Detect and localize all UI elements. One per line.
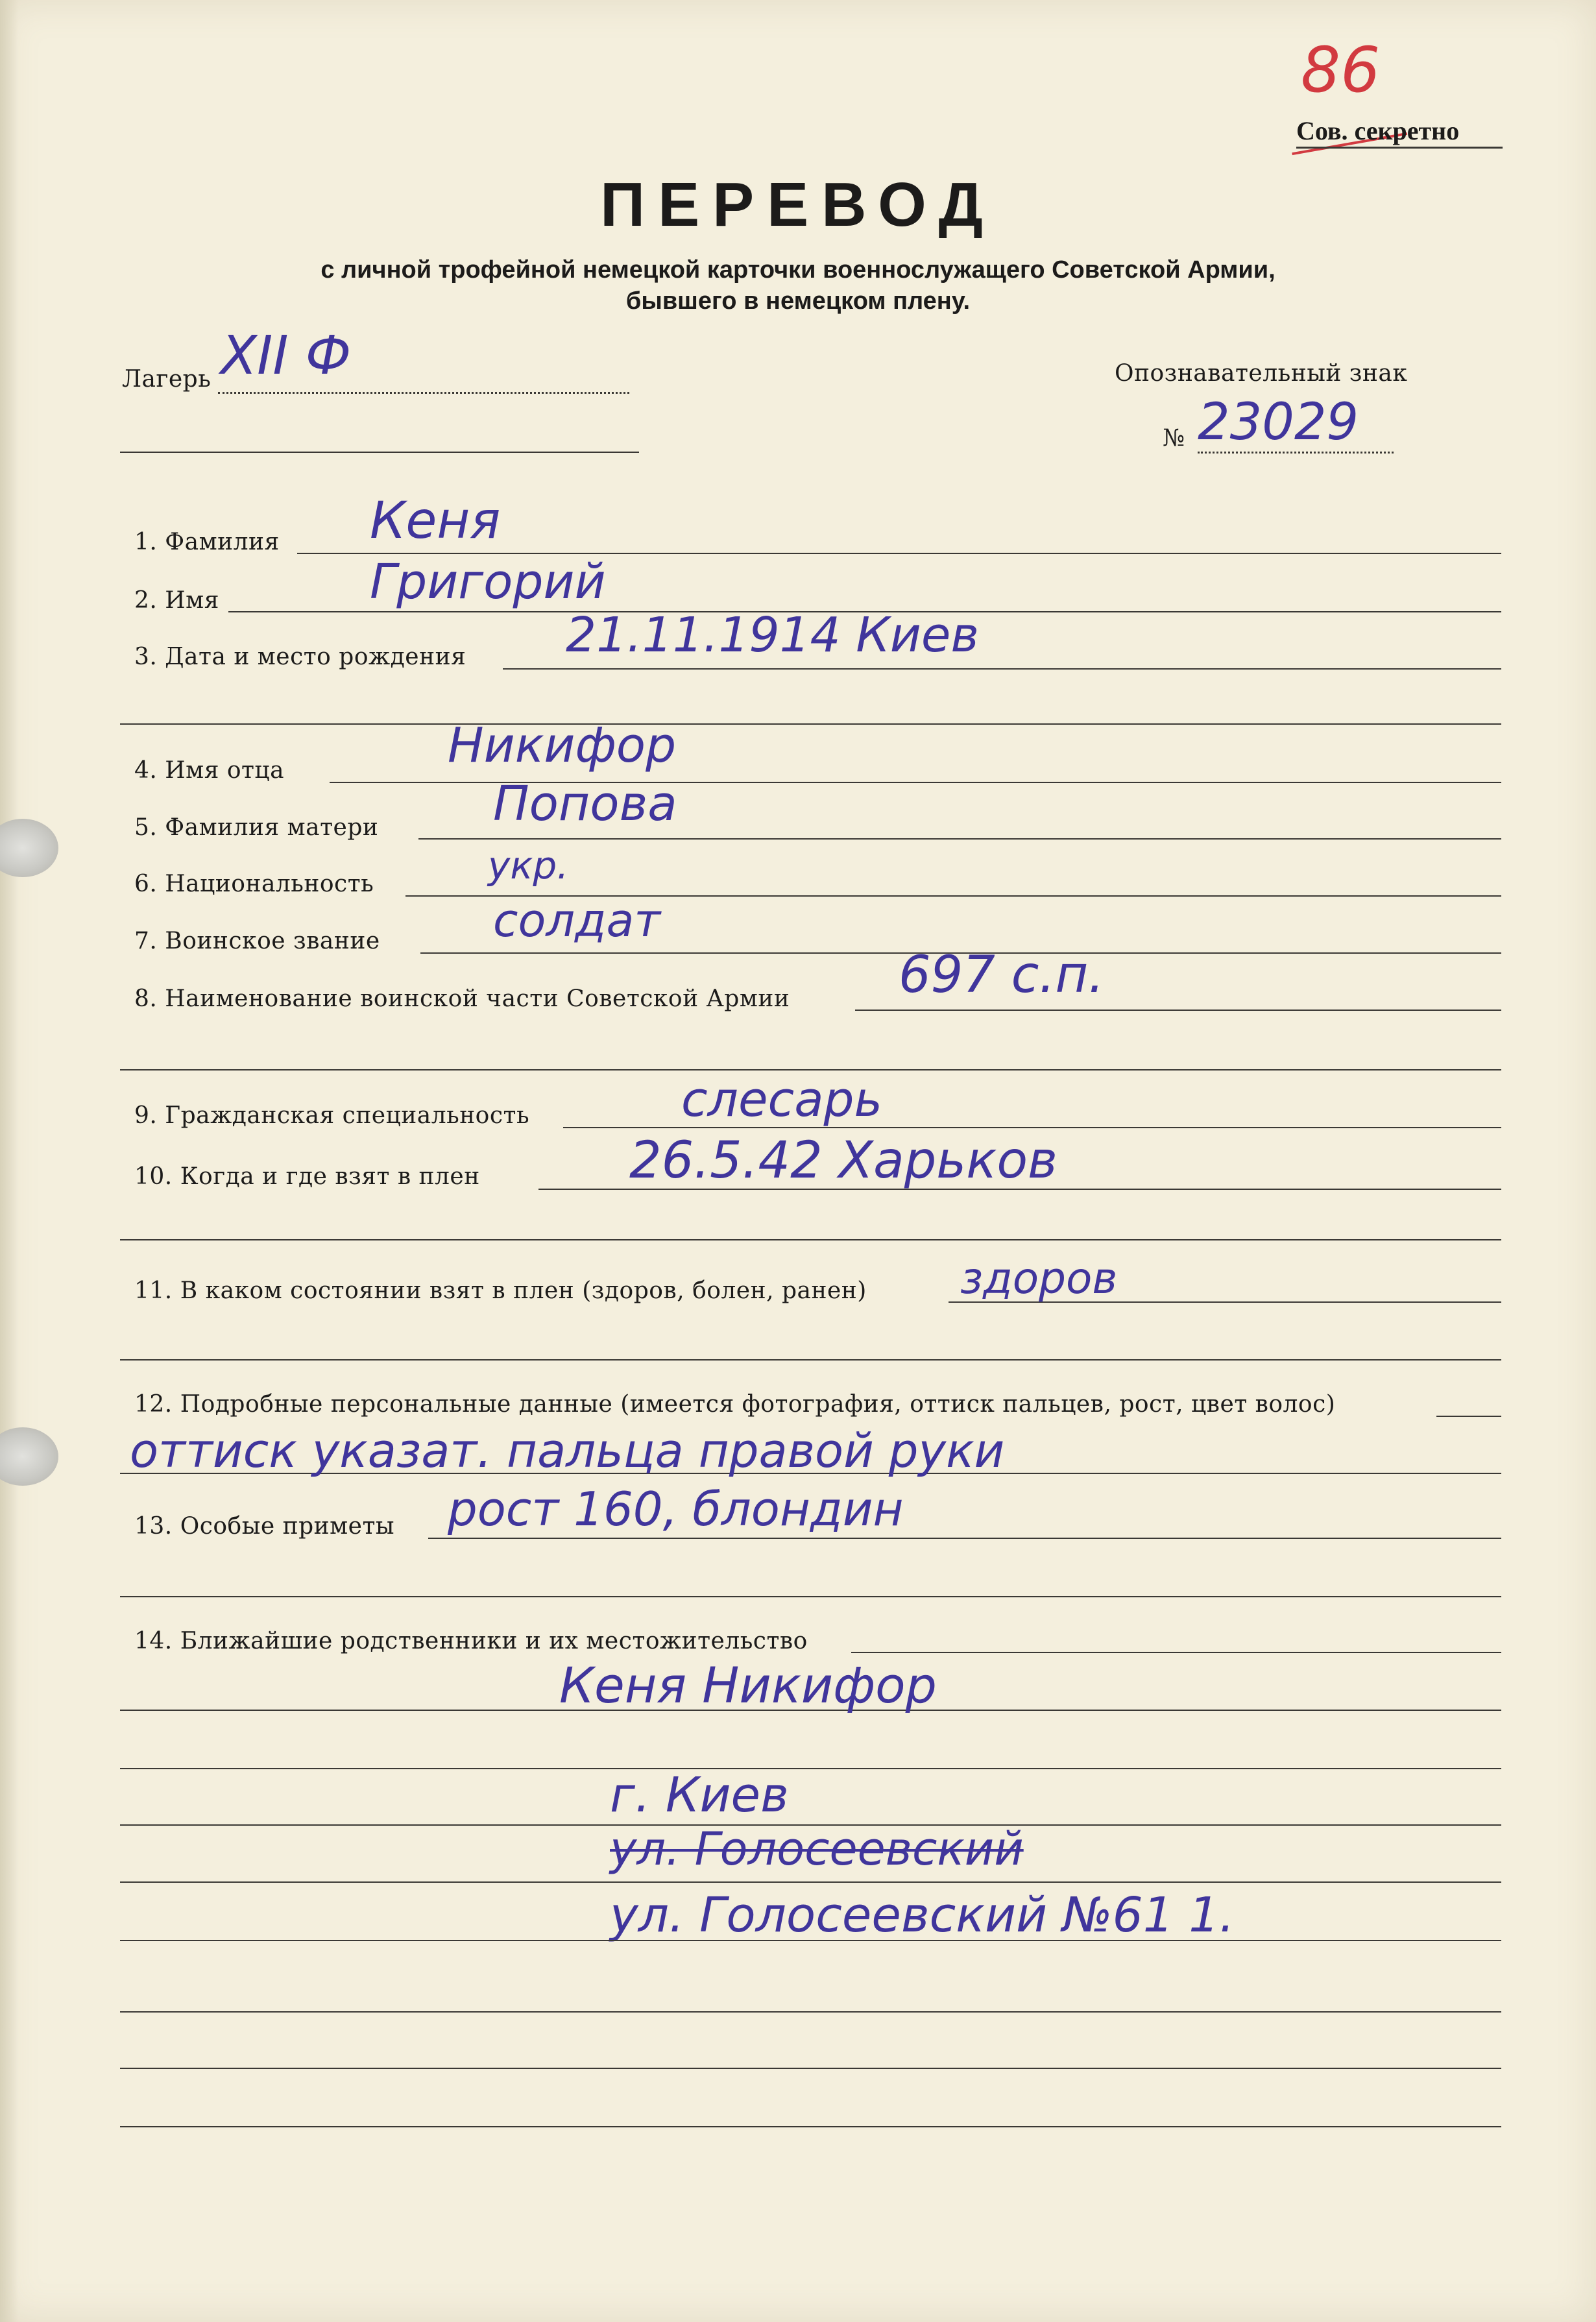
relatives-line-8 xyxy=(120,2068,1501,2069)
document-subtitle-line1: с личной трофейной немецкой карточки военнослужащего Советской Армии, xyxy=(320,256,1276,284)
personal-data-line xyxy=(1436,1416,1501,1417)
first-name-value: Григорий xyxy=(370,554,606,610)
condition-value: здоров xyxy=(960,1253,1118,1303)
rank-value: солдат xyxy=(493,894,661,947)
special-marks-line xyxy=(428,1538,1501,1539)
relatives-name-value: Кеня Никифор xyxy=(559,1656,937,1714)
relatives-line-7 xyxy=(120,2011,1501,2013)
captured-value: 26.5.42 Харьков xyxy=(629,1131,1058,1190)
birth-line xyxy=(503,668,1501,670)
document-title: ПЕРЕВОД xyxy=(600,170,996,239)
unit-value: 697 с.п. xyxy=(899,946,1105,1004)
special-marks-value: рост 160, блондин xyxy=(448,1482,904,1536)
punch-hole-upper xyxy=(0,819,58,877)
birth-extra-line xyxy=(120,723,1501,725)
relatives-line-3 xyxy=(120,1768,1501,1769)
civil-specialty-label: 9. Гражданская специальность xyxy=(134,1102,530,1129)
father-name-label: 4. Имя отца xyxy=(134,757,285,784)
unit-line xyxy=(855,1010,1501,1011)
punch-hole-lower xyxy=(0,1427,58,1486)
page-edge-shadow xyxy=(0,0,18,2322)
relatives-line-9 xyxy=(120,2126,1501,2127)
captured-extra-line xyxy=(120,1239,1501,1240)
surname-value: Кеня xyxy=(370,492,501,550)
unit-extra-line xyxy=(120,1069,1501,1070)
id-number-value: 23029 xyxy=(1198,393,1359,452)
relatives-street-struck-value: ул. Голосеевский xyxy=(610,1822,1024,1876)
nationality-value: укр. xyxy=(488,843,569,888)
camp-line xyxy=(218,392,629,394)
civil-specialty-value: слесарь xyxy=(681,1072,883,1128)
id-tag-label: Опознавательный знак xyxy=(1115,360,1408,387)
archive-number: 86 xyxy=(1301,34,1381,106)
birth-value: 21.11.1914 Киев xyxy=(566,607,979,663)
camp-value: XII Ф xyxy=(221,325,352,387)
first-name-label: 2. Имя xyxy=(134,587,219,614)
mother-surname-value: Попова xyxy=(493,776,677,832)
relatives-line xyxy=(851,1652,1501,1653)
id-number-line xyxy=(1198,452,1394,454)
classification-underline xyxy=(1296,147,1503,149)
captured-label: 10. Когда и где взят в плен xyxy=(134,1163,480,1190)
relatives-label: 14. Ближайшие родственники и их местожительство xyxy=(134,1628,808,1654)
special-marks-extra-line xyxy=(120,1596,1501,1597)
relatives-city-value: г. Киев xyxy=(610,1767,789,1823)
birth-label: 3. Дата и место рождения xyxy=(134,644,466,670)
unit-label: 8. Наименование воинской части Советской Армии xyxy=(134,986,790,1012)
mother-surname-label: 5. Фамилия матери xyxy=(134,814,379,841)
relatives-street-value: ул. Голосеевский №61 1. xyxy=(610,1887,1235,1943)
special-marks-label: 13. Особые приметы xyxy=(134,1513,395,1540)
mother-surname-line xyxy=(418,838,1501,840)
personal-data-label: 12. Подробные персональные данные (имеется фотография, оттиск пальцев, рост, цвет волос) xyxy=(134,1391,1336,1418)
relatives-line-5 xyxy=(120,1881,1501,1883)
condition-extra-line xyxy=(120,1359,1501,1361)
rank-label: 7. Воинское звание xyxy=(134,928,380,954)
condition-label: 11. В каком состоянии взят в плен (здоров, болен, ранен) xyxy=(134,1277,867,1304)
surname-label: 1. Фамилия xyxy=(134,529,280,555)
camp-label: Лагерь xyxy=(122,366,212,393)
father-name-value: Никифор xyxy=(448,718,677,773)
id-number-label: № xyxy=(1163,425,1185,452)
personal-data-value: оттиск указат. пальца правой руки xyxy=(130,1423,1005,1478)
classification-stamp: Сов. секретно xyxy=(1296,116,1460,145)
relatives-line-6 xyxy=(120,1940,1501,1941)
nationality-label: 6. Национальность xyxy=(134,871,374,897)
camp-extra-line xyxy=(120,452,639,453)
document-subtitle-line2: бывшего в немецком плену. xyxy=(625,287,971,315)
